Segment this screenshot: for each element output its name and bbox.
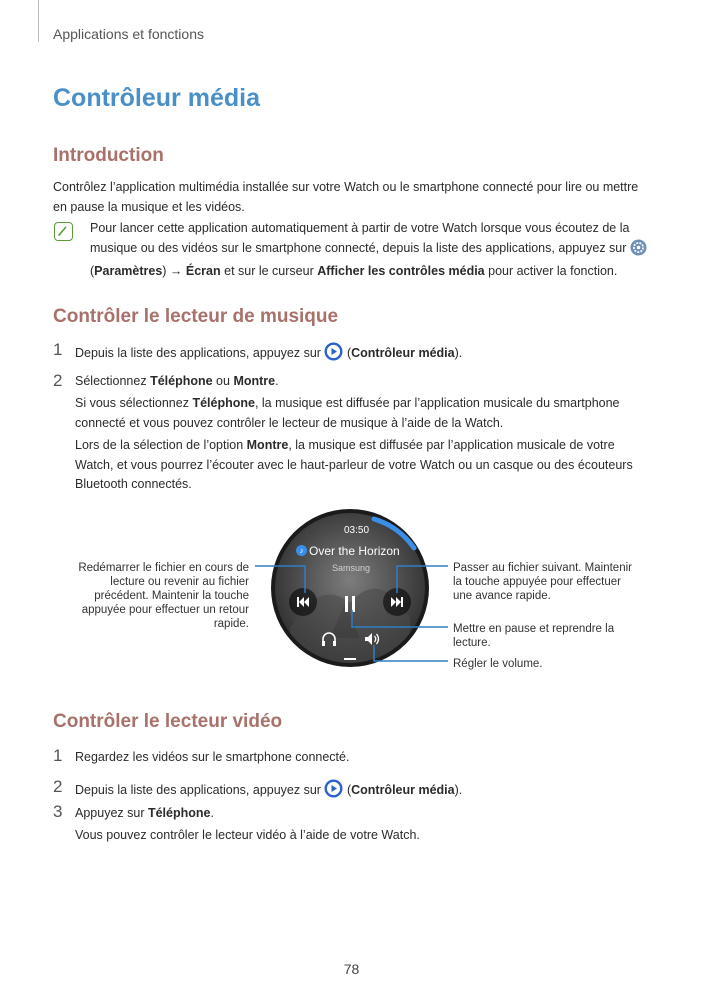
callout-previous: Redémarrer le fichier en cours de lecture ou revenir au fichier précédent. Maintenir la touche appuyée pour effectuer un retour rapide.: [78, 562, 249, 630]
video-step2-number: 2: [53, 777, 63, 796]
music-step2-number: 2: [53, 371, 63, 390]
music-step1-number: 1: [53, 340, 63, 359]
watch-artist: Samsung: [332, 563, 371, 573]
callout-volume: Régler le volume.: [453, 658, 543, 670]
watch-song-title: Over the Horizon: [309, 544, 400, 558]
media-controller-app-icon: [324, 779, 343, 805]
callout-next: Passer au fichier suivant. Maintenir la touche appuyée pour effectuer une avance rapide.: [453, 562, 632, 602]
video-step1-number: 1: [53, 746, 63, 765]
music-paragraph-watch: Lors de la sélection de l’option Montre, la musique est diffusée par l’application musicale de votre Watch, et vous pourrez l’écouter avec le haut-parleur de votre Watch ou un casque ou des écouteurs Bluetooth connectés.: [75, 438, 633, 491]
page-number: 78: [343, 961, 360, 977]
intro-note: Pour lancer cette application automatiquement à partir de votre Watch lorsque vous écoutez de la musique ou des vidéos sur le smartphone connecté, depuis la liste des applications, appuyez sur (Paramètres) → Écran et sur le curseur Afficher les contrôles média pour activer la fonction.: [90, 219, 650, 282]
video-step3-number: 3: [53, 802, 63, 821]
running-title: Applications et fonctions: [53, 26, 204, 42]
music-step2: Sélectionnez Téléphone ou Montre.: [75, 374, 279, 388]
music-step1: Depuis la liste des applications, appuyez sur (Contrôleur média).: [75, 342, 655, 368]
video-step3: Appuyez sur Téléphone.: [75, 806, 214, 820]
music-note-icon: ♪: [296, 545, 307, 556]
watch-time: 03:50: [344, 525, 370, 536]
intro-body: Contrôlez l’application multimédia installée sur votre Watch ou le smartphone connecté pour lire ou mettre en pause la musique et les vidéos.: [53, 180, 639, 214]
video-step1: Regardez les vidéos sur le smartphone connecté.: [75, 750, 350, 764]
intro-heading: Introduction: [53, 145, 164, 166]
music-paragraph-phone: Si vous sélectionnez Téléphone, la musique est diffusée par l’application musicale du smartphone connecté et vous pouvez contrôler le lecteur de musique à l’aide de la Watch.: [75, 396, 620, 430]
page-title: Contrôleur média: [53, 84, 260, 112]
video-heading: Contrôler le lecteur vidéo: [53, 711, 283, 732]
music-heading: Contrôler le lecteur de musique: [53, 306, 339, 327]
video-paragraph: Vous pouvez contrôler le lecteur vidéo à l’aide de votre Watch.: [75, 828, 420, 842]
video-step2: Depuis la liste des applications, appuyez sur (Contrôleur média).: [75, 779, 655, 805]
callout-pause: Mettre en pause et reprendre la lecture.: [453, 623, 615, 649]
